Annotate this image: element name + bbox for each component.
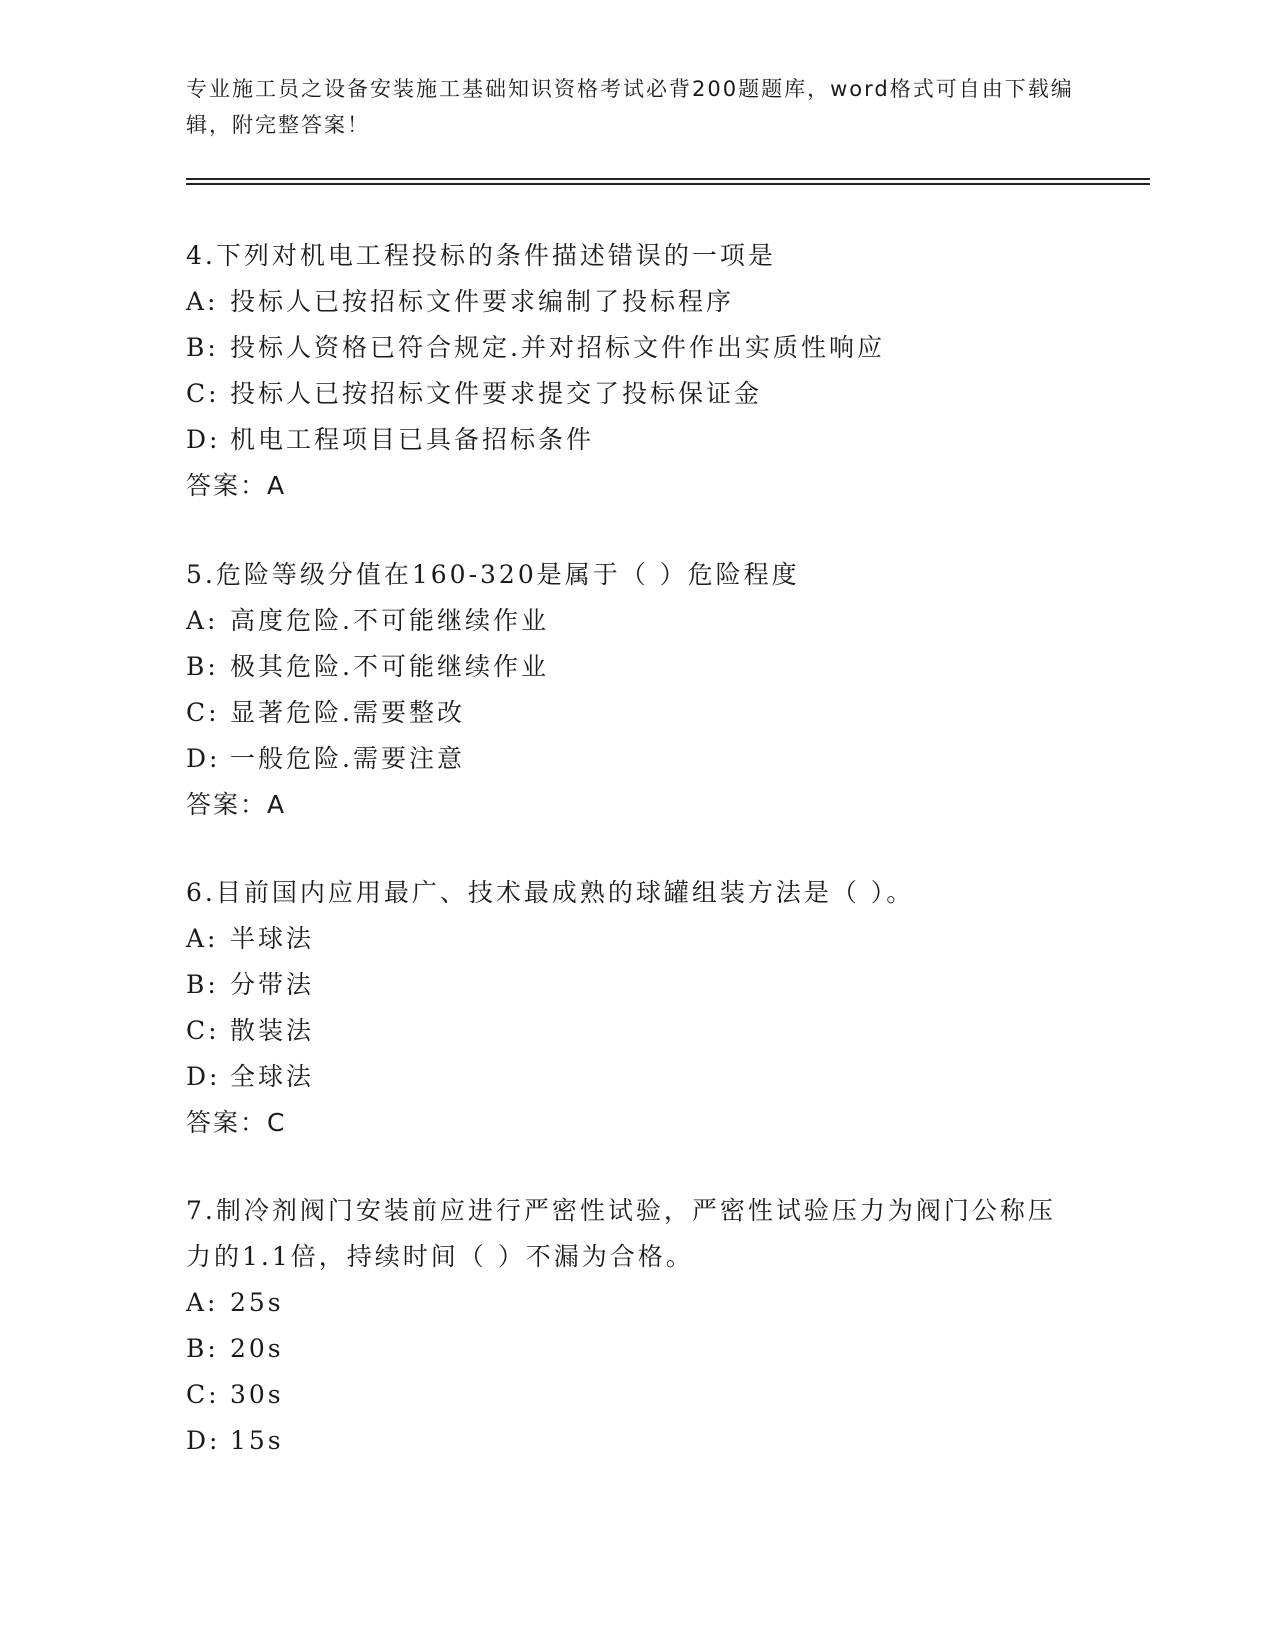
option-text: 一般危险.需要注意 [230, 744, 465, 773]
question-7 [186, 1188, 1066, 1464]
option-text: 半球法 [230, 924, 315, 953]
question-stem: 6.目前国内应用最广、技术最成熟的球罐组装方法是（ ）。 [186, 878, 915, 907]
option-text: 分带法 [230, 970, 315, 999]
option-key: A: [186, 287, 219, 316]
option-key: D: [186, 744, 221, 773]
option-c [186, 1372, 1066, 1418]
option-text: 散装法 [230, 1016, 315, 1045]
option-text: 25s [230, 1288, 284, 1317]
option-text: 15s [230, 1426, 284, 1455]
option-key: C: [186, 698, 220, 727]
question-4 [186, 233, 1066, 509]
option-key: A: [186, 924, 219, 953]
option-key: B: [186, 970, 219, 999]
option-text: 20s [230, 1334, 284, 1363]
option-key: B: [186, 652, 219, 681]
option-text: 投标人已按招标文件要求提交了投标保证金 [230, 379, 763, 408]
option-key: D: [186, 1062, 221, 1091]
option-a [186, 1280, 1066, 1326]
option-key: B: [186, 333, 219, 362]
option-d [186, 1054, 1066, 1100]
option-key: B: [186, 1334, 219, 1363]
header-divider-top [186, 178, 1150, 180]
option-text: 30s [230, 1380, 284, 1409]
option-key: C: [186, 1380, 220, 1409]
option-text: 机电工程项目已具备招标条件 [230, 425, 595, 454]
option-b [186, 325, 1066, 371]
question-stem: 7.制冷剂阀门安装前应进行严密性试验，严密性试验压力为阀门公称压力的1.1倍，持续时间（ ）不漏为合格。 [186, 1196, 1056, 1271]
option-key: D: [186, 425, 221, 454]
option-d [186, 1418, 1066, 1464]
option-text: 投标人资格已符合规定.并对招标文件作出实质性响应 [230, 333, 885, 362]
option-key: C: [186, 1016, 220, 1045]
question-stem: 5.危险等级分值在160-320是属于（ ）危险程度 [186, 560, 800, 589]
option-c [186, 690, 1066, 736]
question-6 [186, 870, 1066, 1146]
option-b [186, 1326, 1066, 1372]
document-title: 专业施工员之设备安装施工基础知识资格考试必背200题题库，word格式可自由下载编辑，附完整答案！ [186, 77, 1074, 137]
option-key: A: [186, 1288, 219, 1317]
option-key: D: [186, 1426, 221, 1455]
option-a [186, 916, 1066, 962]
option-a [186, 598, 1066, 644]
option-key: A: [186, 606, 219, 635]
option-text: 显著危险.需要整改 [230, 698, 465, 727]
option-b [186, 962, 1066, 1008]
option-c [186, 1008, 1066, 1054]
option-text: 投标人已按招标文件要求编制了投标程序 [230, 287, 735, 316]
option-text: 极其危险.不可能继续作业 [230, 652, 549, 681]
option-d [186, 417, 1066, 463]
option-text: 全球法 [230, 1062, 315, 1091]
answer-line: 答案：A [186, 790, 287, 819]
question-5 [186, 552, 1066, 828]
question-stem: 4.下列对机电工程投标的条件描述错误的一项是 [186, 241, 776, 270]
option-text: 高度危险.不可能继续作业 [230, 606, 549, 635]
option-b [186, 644, 1066, 690]
option-a [186, 279, 1066, 325]
option-d [186, 736, 1066, 782]
answer-line: 答案：A [186, 471, 287, 500]
document-header [186, 71, 1086, 143]
option-c [186, 371, 1066, 417]
header-divider-bottom [186, 183, 1150, 185]
answer-line: 答案：C [186, 1108, 287, 1137]
option-key: C: [186, 379, 220, 408]
